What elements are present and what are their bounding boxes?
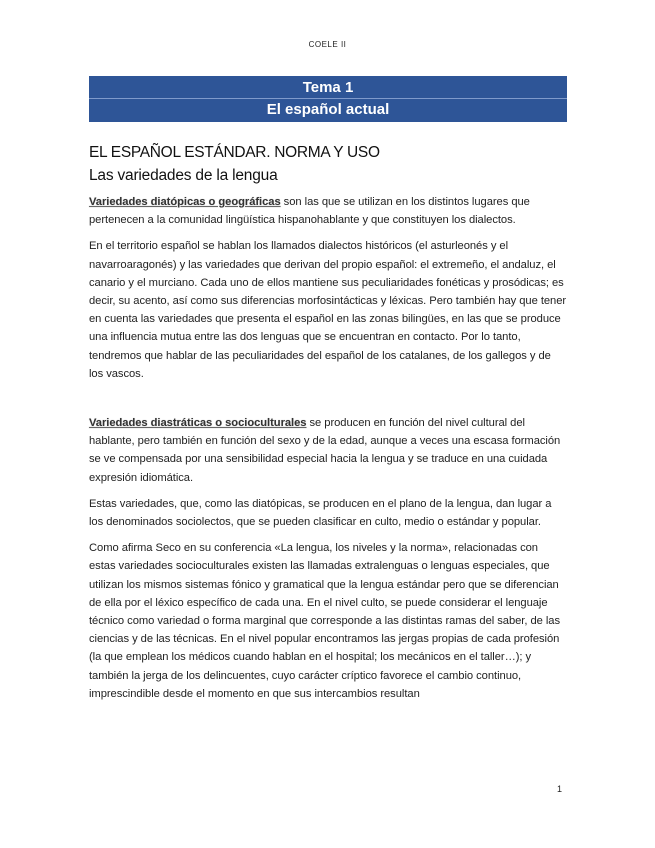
banner-topic-title: El español actual	[266, 101, 390, 118]
section-heading: EL ESPAÑOL ESTÁNDAR. NORMA Y USO	[89, 144, 380, 161]
body-text	[89, 193, 567, 391]
paragraph-sociolects: Estas variedades, que, como las diatópicas, se producen en el plano de la lengua, dan lugar a los denominados sociolectos, que se pueden clasificar en culto, medio o estándar y popular.	[89, 497, 552, 529]
page-header: COELE II	[308, 40, 347, 49]
paragraph-diastratic-text: se producen en función del nivel cultural del hablante, pero también en función del sexo y de la edad, aunque a veces una escasa formación se ve compensada por una sensibilidad especial hacia la lengua y se traduce en una cuidada expresión idiomática.	[89, 417, 561, 484]
banner-topic-number: Tema 1	[302, 79, 354, 96]
paragraph-dialects: En el territorio español se hablan los llamados dialectos históricos (el asturleonés y el navarroaragonés) y las variedades que derivan del propio español: el extremeño, el andaluz, el canario y el murciano. Cada uno de ellos mantiene sus peculiaridades fonéticas y prosódicas; es decir, su acento, así como sus diferencias morfosintácticas y léxicas. Pero también hay que tener en cuenta las variedades que presenta el español en las zonas bilingües, en las que se produce una influencia mutua entre las dos lenguas que se encuentran en contacto. Por lo tanto, tendremos que hablar de las peculiaridades del español de los catalanes, de los gallegos y de los vascos.	[89, 240, 567, 380]
title-banner	[89, 76, 567, 122]
term-diastratic: Variedades diastráticas o socioculturales	[89, 417, 307, 429]
paragraph-diastratic	[89, 414, 567, 487]
page-number: 1	[557, 784, 563, 794]
body-text-2	[89, 414, 567, 711]
subsection-heading: Las variedades de la lengua	[89, 167, 278, 184]
paragraph-diatopic	[89, 193, 567, 229]
paragraph-diatopic-text: son las que se utilizan en los distintos lugares que pertenecen a la comunidad lingüística hispanohablante y que constituyen los dialectos.	[89, 196, 530, 227]
term-diatopic: Variedades diatópicas o geográficas	[89, 196, 281, 208]
paragraph-seco: Como afirma Seco en su conferencia «La lengua, los niveles y la norma», relacionadas con estas variedades socioculturales existen las llamadas extralenguas o lenguas especiales, que utilizan los mismos sistemas fónico y gramatical que la lengua estándar pero que se diferencian de ella por el léxico específico de cada una. En el nivel culto, se puede considerar el lenguaje técnico como variedad o forma marginal que corresponde a las distintas ramas del saber, de las ciencias y de las técnicas. En el nivel popular encontramos las jergas propias de cada profesión (la que emplean los médicos cuando hablan en el hospital; los mecánicos en el taller…); y también la jerga de los delincuentes, cuyo carácter críptico favorece el cambio continuo, imprescindible desde el momento en que sus intercambios resultan	[89, 542, 561, 700]
banner-divider	[89, 98, 567, 99]
